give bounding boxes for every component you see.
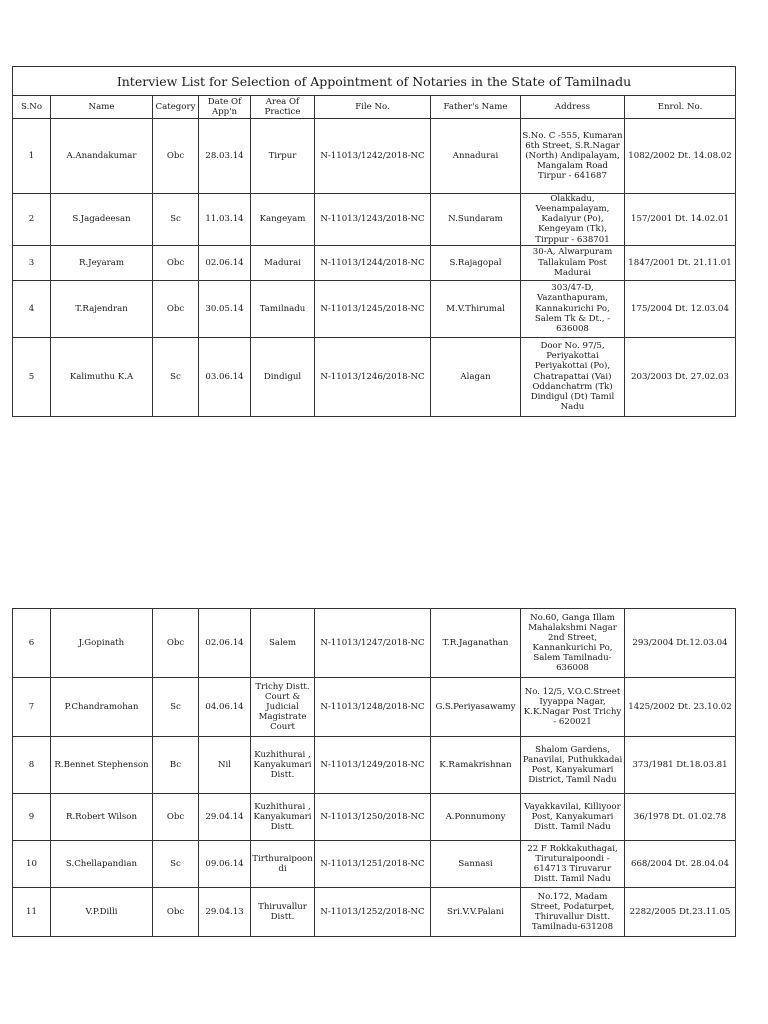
- enrol-no-cell: 1425/2002 Dt. 23.10.02: [625, 678, 736, 737]
- name-cell: Kalimuthu K.A: [51, 337, 153, 416]
- category-cell: Sc: [153, 194, 199, 246]
- column-header: Enrol. No.: [625, 96, 736, 119]
- enrol-no-cell: 373/1981 Dt.18.03.81: [625, 737, 736, 794]
- father-name-cell: K.Ramakrishnan: [431, 737, 521, 794]
- table-row: [13, 609, 736, 678]
- column-header: Name: [51, 96, 153, 119]
- column-header: File No.: [315, 96, 431, 119]
- interview-list-table-part-1: [12, 66, 736, 417]
- father-name-cell: A.Ponnumony: [431, 794, 521, 841]
- date-cell: 04.06.14: [199, 678, 251, 737]
- table-row: [13, 794, 736, 841]
- category-cell: Obc: [153, 794, 199, 841]
- father-name-cell: N.Sundaram: [431, 194, 521, 246]
- date-cell: 02.06.14: [199, 609, 251, 678]
- category-cell: Bc: [153, 737, 199, 794]
- enrol-no-cell: 2282/2005 Dt.23.11.05: [625, 888, 736, 937]
- enrol-no-cell: 293/2004 Dt.12.03.04: [625, 609, 736, 678]
- interview-list-table-part-2: [12, 608, 736, 937]
- date-cell: 30.05.14: [199, 280, 251, 337]
- table-row: [13, 280, 736, 337]
- table-row: [13, 245, 736, 280]
- file-no-cell: N-11013/1242/2018-NC: [315, 119, 431, 194]
- father-name-cell: M.V.Thirumal: [431, 280, 521, 337]
- sno-cell: 7: [13, 678, 51, 737]
- name-cell: P.Chandramohan: [51, 678, 153, 737]
- table-row: [13, 337, 736, 416]
- date-cell: 28.03.14: [199, 119, 251, 194]
- file-no-cell: N-11013/1246/2018-NC: [315, 337, 431, 416]
- area-cell: Trichy Distt. Court & Judicial Magistrate Court: [251, 678, 315, 737]
- enrol-no-cell: 157/2001 Dt. 14.02.01: [625, 194, 736, 246]
- file-no-cell: N-11013/1252/2018-NC: [315, 888, 431, 937]
- file-no-cell: N-11013/1244/2018-NC: [315, 245, 431, 280]
- column-header: Category: [153, 96, 199, 119]
- sno-cell: 6: [13, 609, 51, 678]
- address-cell: 30-A, Alwarpuram Tallakulam Post Madurai: [521, 245, 625, 280]
- address-cell: Vayakkavilai, Killiyoor Post, Kanyakumari Distt. Tamil Nadu: [521, 794, 625, 841]
- sno-cell: 9: [13, 794, 51, 841]
- father-name-cell: T.R.Jaganathan: [431, 609, 521, 678]
- file-no-cell: N-11013/1250/2018-NC: [315, 794, 431, 841]
- area-cell: Salem: [251, 609, 315, 678]
- sno-cell: 3: [13, 245, 51, 280]
- column-header: Father's Name: [431, 96, 521, 119]
- sno-cell: 1: [13, 119, 51, 194]
- category-cell: Obc: [153, 609, 199, 678]
- name-cell: S.Chellapandian: [51, 841, 153, 888]
- date-cell: 29.04.13: [199, 888, 251, 937]
- address-cell: S.No. C -555, Kumaran 6th Street, S.R.Nagar (North) Andipalayam, Mangalam Road Tirpur - 641687: [521, 119, 625, 194]
- enrol-no-cell: 203/2003 Dt. 27.02.03: [625, 337, 736, 416]
- file-no-cell: N-11013/1247/2018-NC: [315, 609, 431, 678]
- category-cell: Sc: [153, 678, 199, 737]
- enrol-no-cell: 1082/2002 Dt. 14.08.02: [625, 119, 736, 194]
- area-cell: Kuzhithurai , Kanyakumari Distt.: [251, 737, 315, 794]
- father-name-cell: Alagan: [431, 337, 521, 416]
- table-row: [13, 119, 736, 194]
- sno-cell: 5: [13, 337, 51, 416]
- address-cell: No.172, Madam Street, Podaturpet, Thiruvallur Distt. Tamilnadu-631208: [521, 888, 625, 937]
- file-no-cell: N-11013/1251/2018-NC: [315, 841, 431, 888]
- address-cell: Olakkadu, Veenampalayam, Kadaiyur (Po), Kengeyam (Tk), Tirppur - 638701: [521, 194, 625, 246]
- date-cell: 29.04.14: [199, 794, 251, 841]
- area-cell: Tirthuraipoondi: [251, 841, 315, 888]
- column-header: Area Of Practice: [251, 96, 315, 119]
- sno-cell: 10: [13, 841, 51, 888]
- category-cell: Obc: [153, 280, 199, 337]
- table-row: [13, 194, 736, 246]
- sno-cell: 2: [13, 194, 51, 246]
- name-cell: R.Jeyaram: [51, 245, 153, 280]
- address-cell: Door No. 97/5, Periyakottai Periyakottai (Po), Chatrapattai (Vai) Oddanchatrm (Tk) Dindigul (Dt) Tamil Nadu: [521, 337, 625, 416]
- file-no-cell: N-11013/1249/2018-NC: [315, 737, 431, 794]
- sno-cell: 4: [13, 280, 51, 337]
- category-cell: Sc: [153, 337, 199, 416]
- column-header: Date Of App'n: [199, 96, 251, 119]
- address-cell: Shalom Gardens, Panavilai, Puthukkadai Post, Kanyakumari District, Tamil Nadu: [521, 737, 625, 794]
- area-cell: Thiruvallur Distt.: [251, 888, 315, 937]
- area-cell: Madurai: [251, 245, 315, 280]
- header-row: [13, 96, 736, 119]
- name-cell: T.Rajendran: [51, 280, 153, 337]
- category-cell: Obc: [153, 119, 199, 194]
- name-cell: R.Bennet Stephenson: [51, 737, 153, 794]
- address-cell: No. 12/5, V.O.C.Street Iyyappa Nagar, K.K.Nagar Post Trichy - 620021: [521, 678, 625, 737]
- file-no-cell: N-11013/1243/2018-NC: [315, 194, 431, 246]
- column-header: S.No: [13, 96, 51, 119]
- table-row: [13, 888, 736, 937]
- file-no-cell: N-11013/1245/2018-NC: [315, 280, 431, 337]
- father-name-cell: Sri.V.V.Palani: [431, 888, 521, 937]
- enrol-no-cell: 175/2004 Dt. 12.03.04: [625, 280, 736, 337]
- address-cell: No.60, Ganga Illam Mahalakshmi Nagar 2nd Street, Kannankurichi Po, Salem Tamilnadu-636008: [521, 609, 625, 678]
- name-cell: J.Gopinath: [51, 609, 153, 678]
- date-cell: 11.03.14: [199, 194, 251, 246]
- address-cell: 303/47-D, Vazanthapuram, Kannakurichi Po, Salem Tk & Dt., - 636008: [521, 280, 625, 337]
- table-row: [13, 737, 736, 794]
- file-no-cell: N-11013/1248/2018-NC: [315, 678, 431, 737]
- enrol-no-cell: 36/1978 Dt. 01.02.78: [625, 794, 736, 841]
- sno-cell: 11: [13, 888, 51, 937]
- enrol-no-cell: 1847/2001 Dt. 21.11.01: [625, 245, 736, 280]
- father-name-cell: Annadurai: [431, 119, 521, 194]
- sno-cell: 8: [13, 737, 51, 794]
- table-row: [13, 678, 736, 737]
- father-name-cell: G.S.Periyasawamy: [431, 678, 521, 737]
- document-title: Interview List for Selection of Appointment of Notaries in the State of Tamilnadu: [13, 67, 736, 96]
- date-cell: Nil: [199, 737, 251, 794]
- category-cell: Sc: [153, 841, 199, 888]
- area-cell: Tirpur: [251, 119, 315, 194]
- father-name-cell: Sannasi: [431, 841, 521, 888]
- date-cell: 09.06.14: [199, 841, 251, 888]
- column-header: Address: [521, 96, 625, 119]
- enrol-no-cell: 668/2004 Dt. 28.04.04: [625, 841, 736, 888]
- address-cell: 22 F Rokkakuthagai, Tiruturaipoondi - 614713 Tiruvarur Distt. Tamil Nadu: [521, 841, 625, 888]
- area-cell: Kuzhithurai , Kanyakumari Distt.: [251, 794, 315, 841]
- name-cell: A.Anandakumar: [51, 119, 153, 194]
- category-cell: Obc: [153, 888, 199, 937]
- category-cell: Obc: [153, 245, 199, 280]
- table-row: [13, 841, 736, 888]
- area-cell: Kangeyam: [251, 194, 315, 246]
- date-cell: 02.06.14: [199, 245, 251, 280]
- name-cell: R.Robert Wilson: [51, 794, 153, 841]
- name-cell: S.Jagadeesan: [51, 194, 153, 246]
- name-cell: V.P.Dilli: [51, 888, 153, 937]
- date-cell: 03.06.14: [199, 337, 251, 416]
- area-cell: Tamilnadu: [251, 280, 315, 337]
- area-cell: Dindigul: [251, 337, 315, 416]
- father-name-cell: S.Rajagopal: [431, 245, 521, 280]
